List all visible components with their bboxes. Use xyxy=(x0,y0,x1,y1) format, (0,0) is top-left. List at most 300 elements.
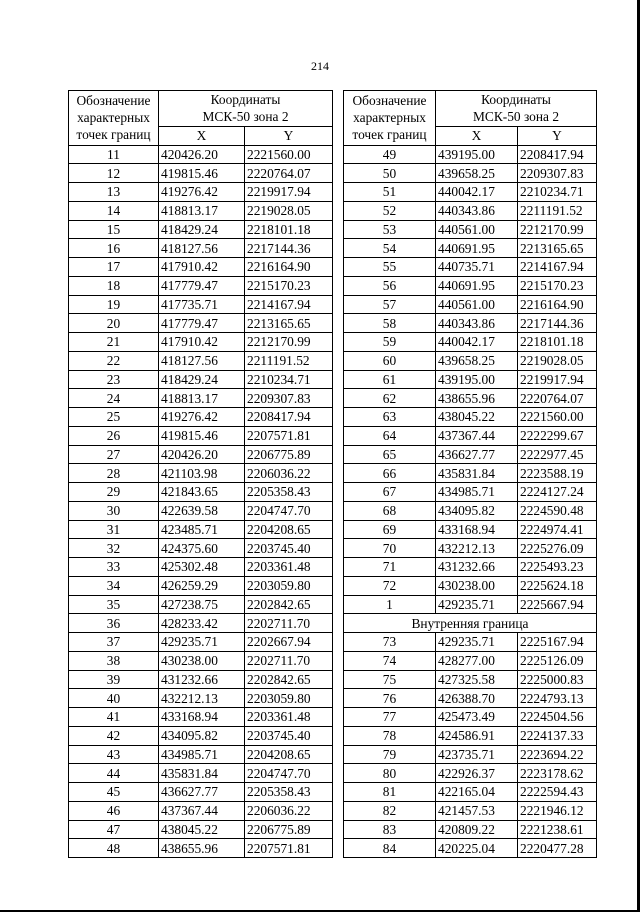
point-number: 69 xyxy=(344,520,436,539)
coord-y: 2204208.65 xyxy=(245,745,333,764)
table-row xyxy=(344,595,597,614)
table-row xyxy=(344,276,597,295)
table-row xyxy=(344,764,597,783)
coord-y: 2206036.22 xyxy=(245,801,333,820)
coord-x: 436627.77 xyxy=(159,783,245,802)
table-row xyxy=(69,426,333,445)
coord-x: 434985.71 xyxy=(436,483,518,502)
coord-x: 418429.24 xyxy=(159,220,245,239)
coord-y: 2207571.81 xyxy=(245,426,333,445)
coord-x: 418127.56 xyxy=(159,351,245,370)
coord-x: 434095.82 xyxy=(436,501,518,520)
page-number: 214 xyxy=(311,59,329,73)
table-row xyxy=(344,145,597,164)
coord-y: 2203059.80 xyxy=(245,689,333,708)
table-row xyxy=(344,389,597,408)
point-number: 56 xyxy=(344,276,436,295)
table-row xyxy=(344,483,597,502)
point-number: 74 xyxy=(344,651,436,670)
point-number: 68 xyxy=(344,501,436,520)
coord-x: 417779.47 xyxy=(159,314,245,333)
header-y: Y xyxy=(518,126,597,145)
point-number: 26 xyxy=(69,426,159,445)
point-number: 62 xyxy=(344,389,436,408)
coord-y: 2216164.90 xyxy=(518,295,597,314)
coord-y: 2202711.70 xyxy=(245,651,333,670)
table-row xyxy=(69,726,333,745)
coord-y: 2217144.36 xyxy=(518,314,597,333)
coord-y: 2213165.65 xyxy=(245,314,333,333)
coord-x: 437367.44 xyxy=(436,426,518,445)
table-row xyxy=(69,370,333,389)
table-row xyxy=(344,689,597,708)
point-number: 15 xyxy=(69,220,159,239)
coord-x: 440561.00 xyxy=(436,220,518,239)
coord-x: 426388.70 xyxy=(436,689,518,708)
coord-y: 2202711.70 xyxy=(245,614,333,633)
coord-x: 424375.60 xyxy=(159,539,245,558)
header-coordinates: Координаты МСК-50 зона 2 xyxy=(159,91,333,127)
coord-y: 2204747.70 xyxy=(245,501,333,520)
coord-y: 2221946.12 xyxy=(518,801,597,820)
table-row xyxy=(69,839,333,858)
coord-y: 2203361.48 xyxy=(245,558,333,577)
table-row xyxy=(69,389,333,408)
coord-y: 2225493.23 xyxy=(518,558,597,577)
table-row xyxy=(69,595,333,614)
coord-y: 2216164.90 xyxy=(245,258,333,277)
coord-x: 440735.71 xyxy=(436,258,518,277)
coord-y: 2218101.18 xyxy=(518,333,597,352)
table-row xyxy=(69,445,333,464)
point-number: 51 xyxy=(344,183,436,202)
point-number: 16 xyxy=(69,239,159,258)
coord-x: 438045.22 xyxy=(159,820,245,839)
header-point-label: Обозначение характерных точек границ xyxy=(69,91,159,146)
point-number: 55 xyxy=(344,258,436,277)
coord-x: 419276.42 xyxy=(159,408,245,427)
coord-y: 2222299.67 xyxy=(518,426,597,445)
coord-x: 431232.66 xyxy=(159,670,245,689)
point-number: 52 xyxy=(344,201,436,220)
coord-x: 430238.00 xyxy=(159,651,245,670)
coord-x: 420809.22 xyxy=(436,820,518,839)
table-row xyxy=(344,670,597,689)
table-row xyxy=(69,351,333,370)
coord-x: 421103.98 xyxy=(159,464,245,483)
point-number: 21 xyxy=(69,333,159,352)
coord-y: 2219917.94 xyxy=(245,183,333,202)
coord-y: 2203059.80 xyxy=(245,576,333,595)
coord-y: 2203745.40 xyxy=(245,726,333,745)
coord-y: 2214167.94 xyxy=(518,258,597,277)
coord-y: 2204747.70 xyxy=(245,764,333,783)
table-row xyxy=(344,745,597,764)
coord-y: 2212170.99 xyxy=(245,333,333,352)
point-number: 30 xyxy=(69,501,159,520)
coord-y: 2213165.65 xyxy=(518,239,597,258)
coord-x: 424586.91 xyxy=(436,726,518,745)
coord-x: 425302.48 xyxy=(159,558,245,577)
coord-x: 429235.71 xyxy=(436,595,518,614)
coord-x: 423485.71 xyxy=(159,520,245,539)
coord-y: 2204208.65 xyxy=(245,520,333,539)
point-number: 41 xyxy=(69,708,159,727)
coord-y: 2224127.24 xyxy=(518,483,597,502)
table-row xyxy=(69,689,333,708)
coord-x: 434985.71 xyxy=(159,745,245,764)
coord-y: 2206775.89 xyxy=(245,445,333,464)
point-number: 53 xyxy=(344,220,436,239)
table-row xyxy=(69,651,333,670)
point-number: 83 xyxy=(344,820,436,839)
coord-x: 433168.94 xyxy=(436,520,518,539)
coord-x: 418429.24 xyxy=(159,370,245,389)
coordinates-table-right xyxy=(343,90,597,858)
point-number: 35 xyxy=(69,595,159,614)
coordinates-table-left xyxy=(68,90,333,858)
coord-y: 2225000.83 xyxy=(518,670,597,689)
point-number: 1 xyxy=(344,595,436,614)
coord-x: 418813.17 xyxy=(159,389,245,408)
table-row xyxy=(69,820,333,839)
coord-x: 418813.17 xyxy=(159,201,245,220)
table-row xyxy=(344,633,597,652)
point-number: 47 xyxy=(69,820,159,839)
point-number: 45 xyxy=(69,783,159,802)
coord-y: 2225624.18 xyxy=(518,576,597,595)
coord-y: 2225126.09 xyxy=(518,651,597,670)
header-y: Y xyxy=(245,126,333,145)
table-row xyxy=(344,426,597,445)
point-number: 48 xyxy=(69,839,159,858)
coord-y: 2209307.83 xyxy=(518,164,597,183)
point-number: 66 xyxy=(344,464,436,483)
table-row xyxy=(69,408,333,427)
header-point-label: Обозначение характерных точек границ xyxy=(344,91,436,146)
coord-x: 420426.20 xyxy=(159,145,245,164)
table-row xyxy=(69,239,333,258)
coord-y: 2224137.33 xyxy=(518,726,597,745)
point-number: 73 xyxy=(344,633,436,652)
point-number: 23 xyxy=(69,370,159,389)
table-row xyxy=(344,201,597,220)
table-row xyxy=(69,801,333,820)
table-row xyxy=(69,164,333,183)
table-row xyxy=(69,183,333,202)
coord-y: 2224504.56 xyxy=(518,708,597,727)
coord-x: 439658.25 xyxy=(436,351,518,370)
coord-y: 2219028.05 xyxy=(245,201,333,220)
coord-x: 417910.42 xyxy=(159,258,245,277)
coord-y: 2208417.94 xyxy=(245,408,333,427)
point-number: 60 xyxy=(344,351,436,370)
point-number: 32 xyxy=(69,539,159,558)
table-row xyxy=(69,558,333,577)
coord-y: 2224974.41 xyxy=(518,520,597,539)
point-number: 76 xyxy=(344,689,436,708)
table-row xyxy=(344,408,597,427)
table-row xyxy=(344,539,597,558)
point-number: 79 xyxy=(344,745,436,764)
coord-x: 421843.65 xyxy=(159,483,245,502)
coord-x: 437367.44 xyxy=(159,801,245,820)
coord-x: 422926.37 xyxy=(436,764,518,783)
coord-x: 423735.71 xyxy=(436,745,518,764)
header-x: X xyxy=(159,126,245,145)
table-row xyxy=(69,501,333,520)
coord-x: 420225.04 xyxy=(436,839,518,858)
table-row xyxy=(69,539,333,558)
point-number: 12 xyxy=(69,164,159,183)
point-number: 27 xyxy=(69,445,159,464)
coord-x: 433168.94 xyxy=(159,708,245,727)
coord-x: 438045.22 xyxy=(436,408,518,427)
coord-x: 427325.58 xyxy=(436,670,518,689)
point-number: 64 xyxy=(344,426,436,445)
coord-x: 439195.00 xyxy=(436,370,518,389)
coord-x: 440343.86 xyxy=(436,201,518,220)
table-row xyxy=(69,745,333,764)
table-row xyxy=(69,333,333,352)
coord-y: 2215170.23 xyxy=(518,276,597,295)
coord-y: 2210234.71 xyxy=(518,183,597,202)
table-row xyxy=(344,501,597,520)
table-row xyxy=(344,164,597,183)
coord-y: 2217144.36 xyxy=(245,239,333,258)
coord-x: 431232.66 xyxy=(436,558,518,577)
table-row xyxy=(69,220,333,239)
table-row xyxy=(69,764,333,783)
table-row xyxy=(344,820,597,839)
coord-y: 2206036.22 xyxy=(245,464,333,483)
point-number: 70 xyxy=(344,539,436,558)
point-number: 39 xyxy=(69,670,159,689)
coord-x: 434095.82 xyxy=(159,726,245,745)
coord-y: 2223694.22 xyxy=(518,745,597,764)
table-row xyxy=(344,726,597,745)
point-number: 49 xyxy=(344,145,436,164)
point-number: 28 xyxy=(69,464,159,483)
point-number: 11 xyxy=(69,145,159,164)
coord-y: 2205358.43 xyxy=(245,783,333,802)
coord-x: 422639.58 xyxy=(159,501,245,520)
coord-y: 2219917.94 xyxy=(518,370,597,389)
point-number: 75 xyxy=(344,670,436,689)
coord-x: 440561.00 xyxy=(436,295,518,314)
coord-y: 2207571.81 xyxy=(245,839,333,858)
point-number: 54 xyxy=(344,239,436,258)
coord-x: 435831.84 xyxy=(436,464,518,483)
point-number: 31 xyxy=(69,520,159,539)
coord-y: 2221560.00 xyxy=(245,145,333,164)
point-number: 19 xyxy=(69,295,159,314)
coord-x: 440042.17 xyxy=(436,333,518,352)
point-number: 61 xyxy=(344,370,436,389)
point-number: 84 xyxy=(344,839,436,858)
coord-x: 430238.00 xyxy=(436,576,518,595)
coord-y: 2211191.52 xyxy=(518,201,597,220)
coord-x: 427238.75 xyxy=(159,595,245,614)
table-row xyxy=(344,351,597,370)
coord-y: 2203745.40 xyxy=(245,539,333,558)
point-number: 77 xyxy=(344,708,436,727)
table-row xyxy=(344,708,597,727)
point-number: 50 xyxy=(344,164,436,183)
coord-y: 2202842.65 xyxy=(245,595,333,614)
table-row xyxy=(69,276,333,295)
coord-x: 436627.77 xyxy=(436,445,518,464)
coord-x: 419276.42 xyxy=(159,183,245,202)
point-number: 71 xyxy=(344,558,436,577)
table-row xyxy=(69,670,333,689)
table-row xyxy=(344,220,597,239)
point-number: 24 xyxy=(69,389,159,408)
coord-x: 421457.53 xyxy=(436,801,518,820)
table-row xyxy=(69,483,333,502)
table-row xyxy=(69,464,333,483)
coord-y: 2223178.62 xyxy=(518,764,597,783)
header-coordinates: Координаты МСК-50 зона 2 xyxy=(436,91,597,127)
coord-x: 439195.00 xyxy=(436,145,518,164)
coord-x: 432212.13 xyxy=(436,539,518,558)
coord-y: 2224793.13 xyxy=(518,689,597,708)
coord-x: 428277.00 xyxy=(436,651,518,670)
coord-y: 2205358.43 xyxy=(245,483,333,502)
coord-x: 440691.95 xyxy=(436,239,518,258)
coord-y: 2220477.28 xyxy=(518,839,597,858)
coord-y: 2209307.83 xyxy=(245,389,333,408)
coord-y: 2220764.07 xyxy=(518,389,597,408)
point-number: 78 xyxy=(344,726,436,745)
point-number: 82 xyxy=(344,801,436,820)
point-number: 65 xyxy=(344,445,436,464)
coord-x: 417910.42 xyxy=(159,333,245,352)
table-row xyxy=(69,520,333,539)
table-row xyxy=(344,183,597,202)
coord-x: 435831.84 xyxy=(159,764,245,783)
table-row xyxy=(344,333,597,352)
coord-x: 440343.86 xyxy=(436,314,518,333)
coord-x: 429235.71 xyxy=(159,633,245,652)
point-number: 14 xyxy=(69,201,159,220)
coord-y: 2222594.43 xyxy=(518,783,597,802)
table-row xyxy=(69,576,333,595)
coord-x: 429235.71 xyxy=(436,633,518,652)
table-row xyxy=(344,445,597,464)
coord-x: 440691.95 xyxy=(436,276,518,295)
point-number: 20 xyxy=(69,314,159,333)
table-row xyxy=(344,783,597,802)
point-number: 34 xyxy=(69,576,159,595)
coord-y: 2222977.45 xyxy=(518,445,597,464)
point-number: 38 xyxy=(69,651,159,670)
table-row xyxy=(344,314,597,333)
coord-y: 2225276.09 xyxy=(518,539,597,558)
table-row xyxy=(69,708,333,727)
point-number: 29 xyxy=(69,483,159,502)
table-row xyxy=(69,295,333,314)
coord-y: 2214167.94 xyxy=(245,295,333,314)
point-number: 33 xyxy=(69,558,159,577)
table-row xyxy=(344,520,597,539)
header-x: X xyxy=(436,126,518,145)
point-number: 37 xyxy=(69,633,159,652)
table-row xyxy=(344,839,597,858)
coord-y: 2224590.48 xyxy=(518,501,597,520)
table-row xyxy=(69,314,333,333)
coord-y: 2210234.71 xyxy=(245,370,333,389)
coord-x: 432212.13 xyxy=(159,689,245,708)
table-row xyxy=(344,258,597,277)
coord-y: 2220764.07 xyxy=(245,164,333,183)
coord-y: 2225167.94 xyxy=(518,633,597,652)
coord-x: 438655.96 xyxy=(159,839,245,858)
coord-y: 2223588.19 xyxy=(518,464,597,483)
coord-x: 418127.56 xyxy=(159,239,245,258)
point-number: 25 xyxy=(69,408,159,427)
point-number: 18 xyxy=(69,276,159,295)
table-row xyxy=(344,370,597,389)
point-number: 57 xyxy=(344,295,436,314)
table-row xyxy=(344,558,597,577)
inner-section-title: Внутренняя граница xyxy=(344,614,597,633)
coord-x: 428233.42 xyxy=(159,614,245,633)
coord-y: 2208417.94 xyxy=(518,145,597,164)
coord-x: 426259.29 xyxy=(159,576,245,595)
table-row xyxy=(344,295,597,314)
point-number: 58 xyxy=(344,314,436,333)
coord-y: 2221238.61 xyxy=(518,820,597,839)
table-row xyxy=(69,258,333,277)
coord-x: 419815.46 xyxy=(159,164,245,183)
coord-y: 2215170.23 xyxy=(245,276,333,295)
table-row xyxy=(69,145,333,164)
table-row xyxy=(344,464,597,483)
coord-y: 2218101.18 xyxy=(245,220,333,239)
table-row xyxy=(69,783,333,802)
point-number: 59 xyxy=(344,333,436,352)
point-number: 36 xyxy=(69,614,159,633)
coord-y: 2221560.00 xyxy=(518,408,597,427)
point-number: 17 xyxy=(69,258,159,277)
coord-x: 425473.49 xyxy=(436,708,518,727)
point-number: 63 xyxy=(344,408,436,427)
point-number: 67 xyxy=(344,483,436,502)
point-number: 72 xyxy=(344,576,436,595)
point-number: 81 xyxy=(344,783,436,802)
coord-x: 440042.17 xyxy=(436,183,518,202)
coord-y: 2206775.89 xyxy=(245,820,333,839)
coord-y: 2203361.48 xyxy=(245,708,333,727)
coord-x: 419815.46 xyxy=(159,426,245,445)
coord-y: 2202667.94 xyxy=(245,633,333,652)
table-row xyxy=(69,614,333,633)
coord-x: 417735.71 xyxy=(159,295,245,314)
point-number: 40 xyxy=(69,689,159,708)
point-number: 13 xyxy=(69,183,159,202)
table-row xyxy=(344,801,597,820)
point-number: 43 xyxy=(69,745,159,764)
table-row xyxy=(69,633,333,652)
coord-x: 439658.25 xyxy=(436,164,518,183)
coord-y: 2212170.99 xyxy=(518,220,597,239)
table-row xyxy=(344,239,597,258)
table-row xyxy=(344,576,597,595)
coord-y: 2202842.65 xyxy=(245,670,333,689)
point-number: 42 xyxy=(69,726,159,745)
coord-y: 2211191.52 xyxy=(245,351,333,370)
